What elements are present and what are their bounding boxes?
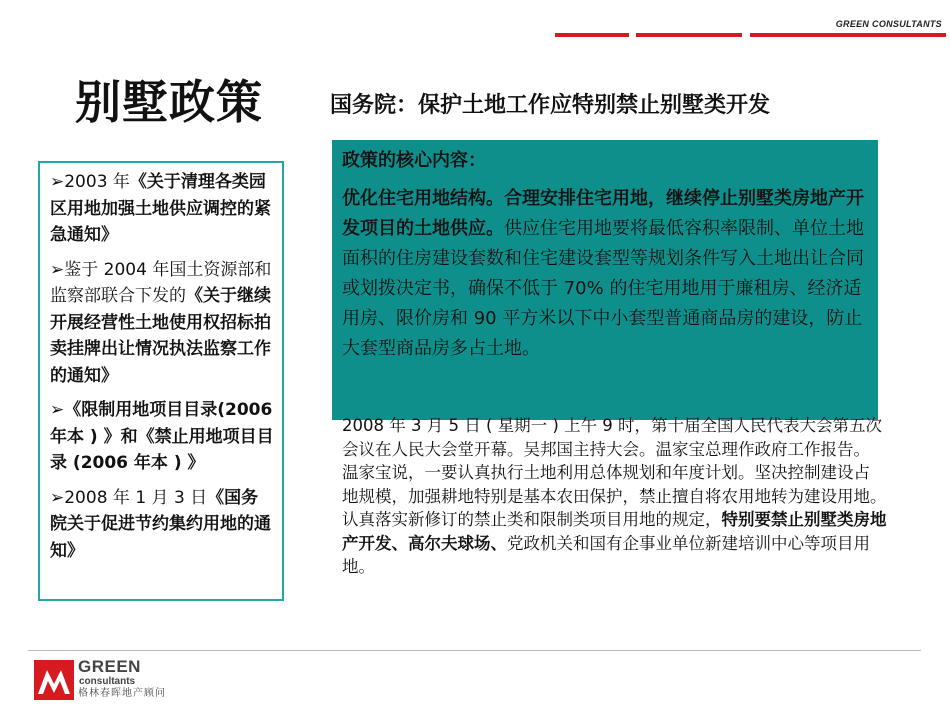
government-report-text <box>342 414 887 579</box>
policy-item-prefix: ➢鉴于 2004 年国土资源部和监察部联合下发的 <box>50 259 272 306</box>
policy-item-title: 《国务院关于促进节约集约用地的通知》 <box>50 487 271 561</box>
policy-item-prefix: ➢2003 年 <box>50 172 130 192</box>
report-p2-bold: 特别要禁止别墅类房地产开发、高尔夫球场、 <box>342 510 887 553</box>
logo-text-chinese: 格林春晖地产顾问 <box>78 688 166 699</box>
report-paragraph-2 <box>342 461 887 579</box>
core-bold-text: 优化住宅用地结构。合理安排住宅用地，继续停止别墅类房地产开发项目的土地供应。 <box>342 188 864 239</box>
report-p2-tail: 党政机关和国有企事业单位新建培训中心等项目用地。 <box>342 533 870 576</box>
core-body-text: 供应住宅用地要将最低容积率限制、单位土地面积的住房建设套数和住宅建设套型等规划条件写入土地出让合同或划拨决定书，确保不低于 70% 的住宅用地用于廉租房、经济适用房、限价房和 90 平方米以下中小套型普通商品房的建设，防止大套型商品房多占土地。 <box>342 218 864 359</box>
report-p2-text: 温家宝说，一要认真执行土地利用总体规划和年度计划。坚决控制建设占 地规模，加强耕地特别是基本农田保护，禁止擅自将农用地转为建设用地。认真落实新修订的禁止类和限制类项目用地的规定， <box>342 463 887 529</box>
header-accent-bar-mid <box>636 33 742 37</box>
policy-item-prefix: ➢ <box>50 400 65 420</box>
page-subtitle: 国务院：保护土地工作应特别禁止别墅类开发 <box>330 93 771 118</box>
policy-item-title: 《关于继续开展经营性土地使用权招标拍卖挂牌出让情况执法监察工作的通知》 <box>50 286 271 386</box>
core-text <box>342 184 868 364</box>
policy-item-title: 《关于清理各类园区用地加强土地供应调控的紧急通知》 <box>50 172 271 245</box>
footer-divider <box>28 650 921 651</box>
header-brand: GREEN CONSULTANTS <box>835 19 942 29</box>
logo-text-green: GREEN <box>78 657 141 676</box>
page-title: 别墅政策 <box>75 75 263 129</box>
core-content-box <box>332 140 878 420</box>
core-heading: 政策的核心内容： <box>342 150 486 171</box>
report-paragraph-1: 2008 年 3 月 5 日 ( 星期一 ) 上午 9 时，第十届全国人民代表大会第五次会议在人民大会堂开幕。吴邦国主持大会。温家宝总理作政府工作报告。 <box>342 416 883 459</box>
header-accent-bar-right <box>750 33 946 37</box>
policy-list-box <box>38 161 284 601</box>
header-accent-bar-left <box>555 33 629 37</box>
policy-item-2008 <box>50 485 274 565</box>
policy-item-title: 《限制用地项目目录(2006 年本 ) 》和《禁止用地项目目录 (2006 年本 ) 》 <box>50 400 274 473</box>
green-consultants-logo-icon <box>34 660 74 700</box>
policy-item-2006 <box>50 397 274 477</box>
policy-item-prefix: ➢2008 年 1 月 3 日 <box>50 487 208 508</box>
policy-item-2004 <box>50 257 274 390</box>
policy-item-2003 <box>50 169 274 249</box>
logo-text-consultants: consultants <box>79 676 136 687</box>
